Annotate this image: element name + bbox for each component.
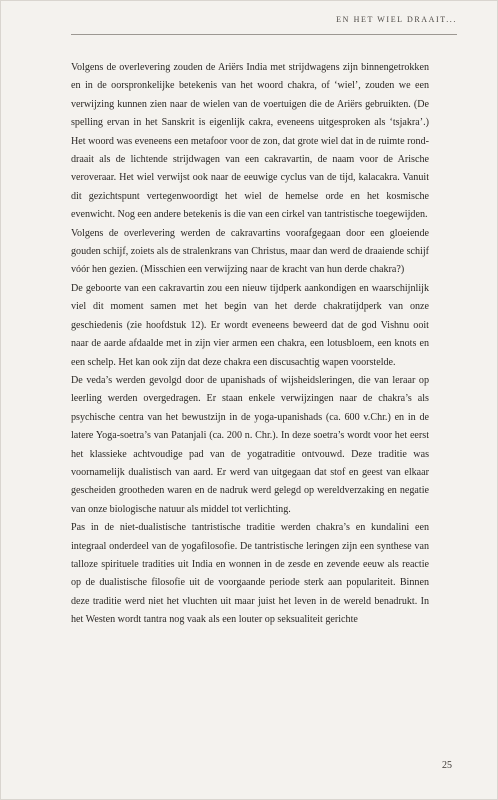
- page-number: 25: [442, 760, 452, 771]
- body-text: [71, 59, 429, 630]
- paragraph: De veda’s werden gevolgd door de upanishads of wijsheidsleringen, die van leraar op leerling werden overgedragen. Er staan enkele verwijzingen naar de chakra’s als psychische centra van het bewustzijn in de yoga-upanishads (ca. 600 v.Chr.) en in de latere Yoga-soetra’s van Patanjali (ca. 200 n. Chr.). In deze soetra’s wordt voor het eerst het klassieke achtvoudige pad van de yogatraditie ontvouwd. Deze traditie was voornamelijk dualistisch van aard. Er werd van uitgegaan dat stof en geest van elkaar gescheiden grootheden waren en de nadruk werd gelegd op wereldverzaking en negatie van onze biologische natuur als middel tot verlichting.: [71, 374, 429, 515]
- paragraph: Volgens de overlevering zouden de Ariërs India met strijdwagens zijn binnengetrokken en in de oorspronkelijke betekenis van het woord chakra, of ‘wiel’, zouden we een verwijzing kunnen zien naar de wielen van de voertuigen die de Ariërs gebruikten. (De spelling ervan in het Sanskrit is eigenlijk cakra, eveneens uitgesproken als ‘tsjakra’.) Het woord was eveneens een metafoor voor de zon, dat grote wiel dat in de ruimte ronddraait als de lichtende strijdwagen van een cakravartin, de naam voor de Arische veroveraar. Het wiel verwijst ook naar de eeuwige cyclus van de tijd, kalacakra. Vanuit dit gezichtspunt vertegenwoordigt het wiel de hemelse orde en het kosmische evenwicht. Nog een andere betekenis is die van een cirkel van tantristische toegewijden.: [71, 62, 429, 221]
- header-rule: [71, 34, 457, 35]
- paragraph: Volgens de overlevering werden de cakravartins voorafgegaan door een gloeiende gouden schijf, zoiets als de stralenkrans van Christus, maar dan werd de draaiende schijf vóór hen gezien. (Misschien een verwijzing naar de kracht van hun derde chakra?): [71, 227, 429, 276]
- paragraph: Pas in de niet-dualistische tantristische traditie werden chakra’s en kundalini een integraal onderdeel van de yogafilosofie. De tantristische leringen zijn een synthese van talloze spirituele tradities uit India en wonnen in de zesde en zevende eeuw als reactie op de dualistische filosofie uit de voorgaande periode sterk aan populariteit. Binnen deze traditie werd niet het vluchten uit maar juist het leven in de wereld benadrukt. In het Westen wordt tantra nog vaak als een louter op seksualiteit gerichte: [71, 522, 429, 626]
- running-head: EN HET WIEL DRAAIT...: [336, 15, 457, 24]
- paragraph: De geboorte van een cakravartin zou een nieuw tijdperk aankondigen en waarschijnlijk viel dit moment samen met het begin van het derde chakratijdperk van onze geschiedenis (zie hoofdstuk 12). Er wordt eveneens beweerd dat de god Vishnu ooit naar de aarde afdaalde met in zijn vier armen een chakra, een lotusbloem, een knots en een schelp. Het kan ook zijn dat deze chakra een discusachtig wapen voorstelde.: [71, 282, 429, 368]
